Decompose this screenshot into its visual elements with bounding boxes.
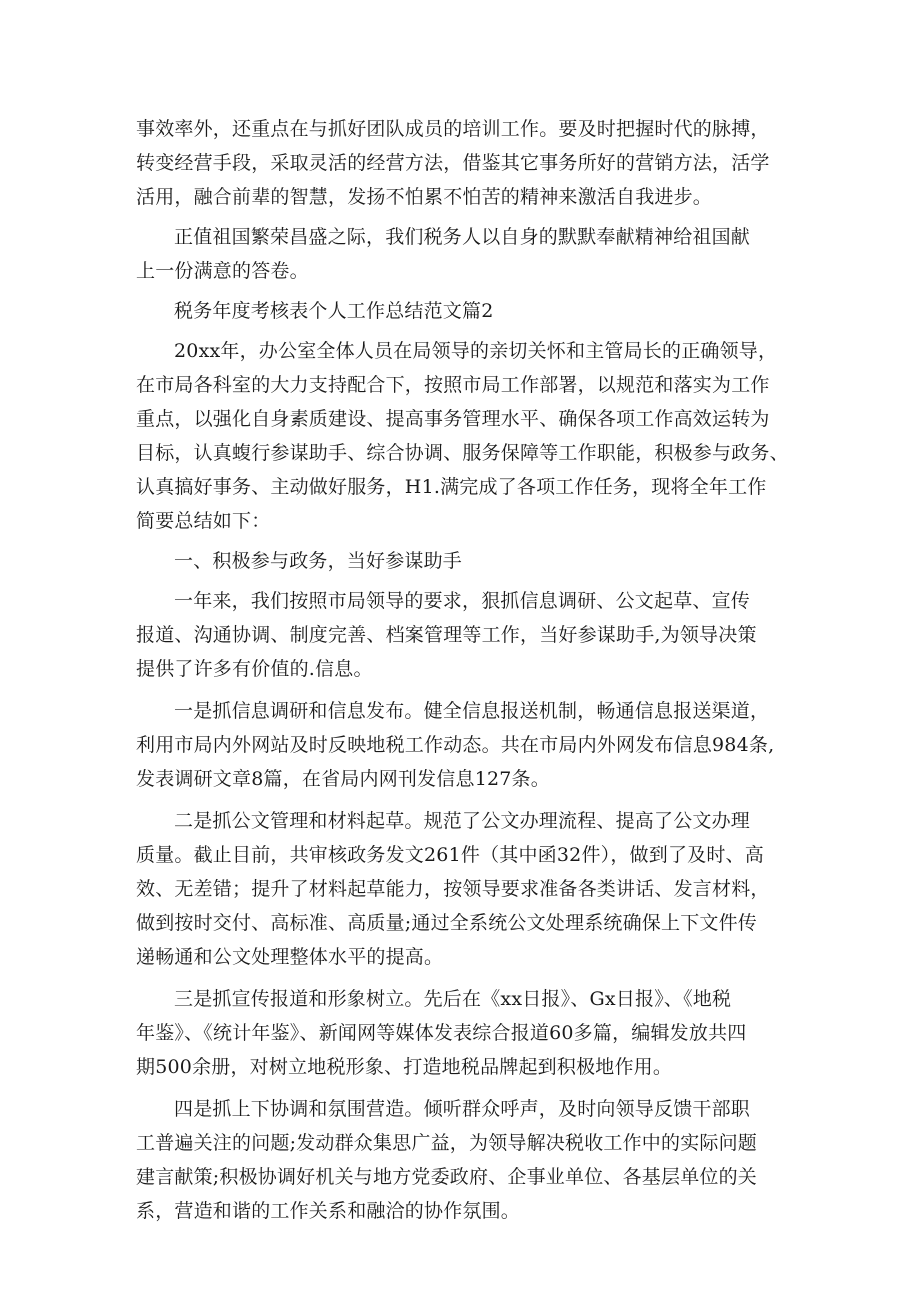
text-line: 二是抓公文管理和材料起草。规范了公文办理流程、提高了公文办理 bbox=[174, 810, 751, 832]
document-page bbox=[136, 112, 796, 1228]
text-line: 质量。截止目前，共审核政务发文261件（其中函32件），做到了及时、高 bbox=[136, 844, 764, 866]
text-line: 认真搞好事务、主动做好服务，H1.满完成了各项工作任务，现将全年工作 bbox=[136, 476, 767, 498]
text-line: 利用市局内外网站及时反映地税工作动态。共在市局内外网发布信息984条, bbox=[136, 734, 775, 756]
text-line: 在市局各科室的大力支持配合下，按照市局工作部署，以规范和落实为工作 bbox=[136, 374, 770, 396]
paragraph-overview bbox=[136, 584, 796, 686]
text-line: 重点，以强化自身素质建设、提高事务管理水平、确保各项工作高效运转为 bbox=[136, 408, 770, 430]
paragraph-closing bbox=[136, 220, 796, 288]
text-line: 工普遍关注的问题;发动群众集思广益，为领导解决税收工作中的实际问题 bbox=[136, 1132, 758, 1154]
text-line: 提供了许多有价值的.信息。 bbox=[136, 658, 373, 680]
text-line: 事效率外，还重点在与抓好团队成员的培训工作。要及时把握时代的脉搏， bbox=[136, 118, 770, 140]
paragraph-coordination bbox=[136, 1092, 796, 1228]
text-line: 报道、沟通协调、制度完善、档案管理等工作，当好参谋助手,为领导决策 bbox=[136, 624, 757, 646]
text-line: 上一份满意的答卷。 bbox=[136, 260, 309, 282]
text-line: 系，营造和谐的工作关系和融洽的协作氛围。 bbox=[136, 1200, 521, 1222]
text-line: 年鉴》、《统计年鉴》、新闻网等媒体发表综合报道60多篇，编辑发放共四 bbox=[136, 1022, 747, 1044]
paragraph-intro bbox=[136, 334, 796, 538]
text-line: 简要总结如下： bbox=[136, 510, 271, 532]
text-line: 一年来，我们按照市局领导的要求，狠抓信息调研、公文起草、宣传 bbox=[174, 590, 751, 612]
heading-text: 税务年度考核表个人工作总结范文篇2 bbox=[174, 300, 494, 322]
text-line: 活用，融合前辈的智慧，发扬不怕累不怕苦的精神来激活自我进步。 bbox=[136, 186, 713, 208]
text-line: 四是抓上下协调和氛围营造。倾听群众呼声，及时向领导反馈干部职 bbox=[174, 1098, 751, 1120]
text-line: 发表调研文章8篇，在省局内网刊发信息127条。 bbox=[136, 768, 550, 790]
paragraph-documents bbox=[136, 804, 796, 974]
text-line: 三是抓宣传报道和形象树立。先后在《xx日报》、Gx日报》、《地税 bbox=[174, 988, 732, 1010]
text-line: 递畅通和公文处理整体水平的提高。 bbox=[136, 946, 444, 968]
text-line: 转变经营手段，采取灵活的经营方法，借鉴其它事务所好的营销方法，活学 bbox=[136, 152, 770, 174]
paragraph-continuation bbox=[136, 112, 796, 214]
text-line: 一是抓信息调研和信息发布。健全信息报送机制，畅通信息报送渠道， bbox=[174, 700, 770, 722]
text-line: 期500余册，对树立地税形象、打造地税品牌起到积极地作用。 bbox=[136, 1056, 673, 1078]
text-line: 目标，认真蝮行参谋助手、综合协调、服务保障等工作职能，积极参与政务、 bbox=[136, 442, 789, 464]
paragraph-information bbox=[136, 694, 796, 796]
paragraph-publicity bbox=[136, 982, 796, 1084]
text-line: 正值祖国繁荣昌盛之际，我们税务人以自身的默默奉献精神给祖国献 bbox=[174, 226, 751, 248]
section-heading bbox=[136, 294, 796, 328]
text-line: 效、无差错；提升了材料起草能力，按领导要求准备各类讲话、发言材料， bbox=[136, 878, 770, 900]
text-line: 20xx年，办公室全体人员在局领导的亲切关怀和主管局长的正确领导， bbox=[174, 340, 778, 362]
heading-text: 一、积极参与政务，当好参谋助手 bbox=[174, 550, 463, 572]
text-line: 建言献策;积极协调好机关与地方党委政府、企事业单位、各基层单位的关 bbox=[136, 1166, 758, 1188]
text-line: 做到按时交付、高标准、高质量;通过全系统公文处理系统确保上下文件传 bbox=[136, 912, 758, 934]
subsection-heading bbox=[136, 544, 796, 578]
